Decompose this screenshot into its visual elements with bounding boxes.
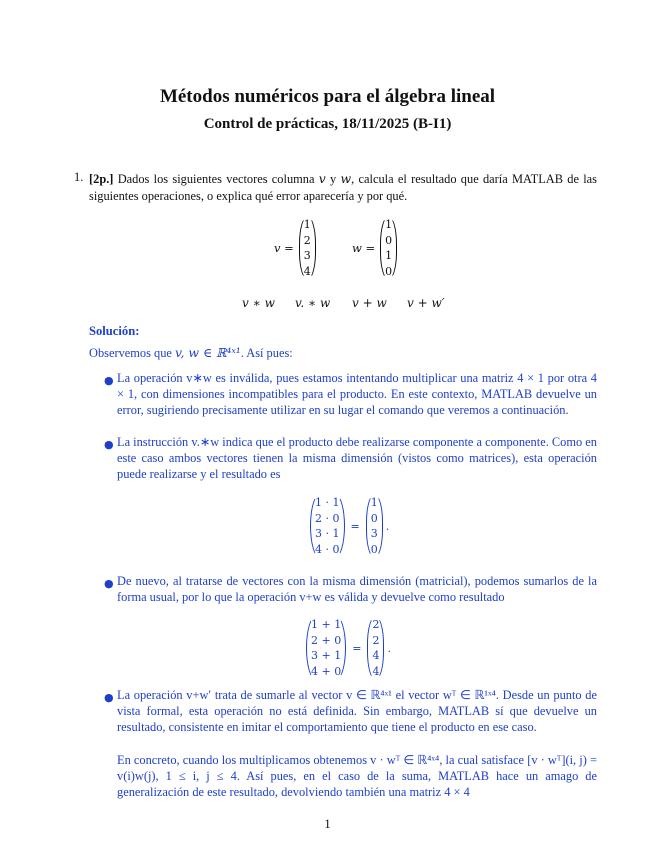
matrix-cell: 2 + 0 bbox=[311, 633, 342, 647]
result-equation-2 bbox=[310, 494, 389, 558]
solution-item-1: La operación v∗w es inválida, pues estamos intentando multiplicar una matriz 4 × 1 por otra 4 × 1, con dimensiones incompatibles para el producto. En este contexto, MATLAB devuelve un error, sugiriendo precisamente utilizar en su lugar el comando que veremos a continuación. bbox=[117, 371, 597, 417]
matrix-rhs bbox=[367, 616, 384, 680]
operation-item: v + w bbox=[352, 296, 387, 310]
question-text-part: y bbox=[325, 172, 341, 186]
matrix-cell: 4 bbox=[372, 664, 380, 678]
vector-v-body bbox=[299, 216, 316, 280]
matrix-cell: 4 bbox=[372, 649, 380, 662]
question-text-part: Dados los siguientes vectores columna bbox=[113, 172, 319, 186]
document-subtitle: Control de prácticas, 18/11/2025 (B-I1) bbox=[203, 116, 452, 132]
solution-item-4: La operación v+w′ trata de sumarle al vector v ∈ ℝ⁴ˣ¹ el vector wᵀ ∈ ℝ¹ˣ⁴. Desde un punto de vista formal, esta operación no está definida. Sin embargo, MATLAB sí que devuelve un resultado, consistente en imitar el comportamiento que tiene el producto en ese caso. bbox=[117, 688, 597, 734]
matrix-rhs bbox=[366, 494, 383, 558]
matrix-cell: 4 + 0 bbox=[311, 664, 342, 678]
matrix-cell: 1 bbox=[370, 496, 378, 509]
vector-w-body bbox=[380, 216, 397, 280]
vector-cell: 0 bbox=[385, 264, 393, 278]
period: . bbox=[387, 641, 391, 655]
vector-cell: 1 bbox=[303, 218, 311, 231]
question-points: [2p.] bbox=[89, 172, 114, 186]
matrix-cell: 4 · 0 bbox=[315, 542, 340, 556]
period: . bbox=[385, 519, 390, 533]
vector-cell: 1 bbox=[385, 249, 393, 262]
solution-heading: Solución: bbox=[89, 324, 140, 338]
solution-intro-math: v, w ∈ ℝ⁴ˣ¹ bbox=[175, 345, 241, 360]
solution-item-4-continued: En concreto, cuando los multiplicamos obtenemos v · wᵀ ∈ ℝ⁴ˣ⁴, la cual satisface [v · wᵀ](i, j) = v(i)w(j), 1 ≤ i, j ≤ 4. Así pues, en el caso de la suma, MATLAB hace un amago de generalización de este resultado, devolviendo también una matriz 4 × 4 bbox=[117, 753, 597, 799]
operation-item: v. ∗ w bbox=[295, 296, 331, 310]
matrix-cell: 0 bbox=[370, 542, 378, 556]
matrix-lhs bbox=[310, 494, 345, 558]
vector-v-label: v = bbox=[274, 241, 294, 255]
vector-cell: 2 bbox=[303, 233, 311, 247]
matrix-lhs bbox=[306, 616, 346, 680]
matrix-cell: 0 bbox=[370, 511, 378, 525]
bullet-icon: ● bbox=[104, 438, 114, 451]
document-title: Métodos numéricos para el álgebra lineal bbox=[159, 86, 496, 107]
vector-cell: 3 bbox=[303, 249, 311, 262]
solution-intro-text: Observemos que bbox=[89, 346, 176, 360]
bullet-icon: ● bbox=[104, 691, 114, 704]
solution-intro-text: . Así pues: bbox=[240, 346, 293, 360]
vector-v bbox=[274, 216, 316, 280]
operation-item: v + w′ bbox=[407, 296, 445, 310]
question-text bbox=[89, 170, 597, 205]
vector-cell: 4 bbox=[303, 264, 311, 278]
matrix-cell: 1 + 1 bbox=[311, 618, 342, 631]
vector-w bbox=[352, 216, 397, 280]
matrix-cell: 2 bbox=[372, 618, 380, 631]
page-number: 1 bbox=[324, 816, 331, 831]
equals-sign: = bbox=[352, 641, 362, 655]
vector-cell: 0 bbox=[385, 233, 393, 247]
var-w: w bbox=[340, 171, 352, 186]
var-v: v bbox=[318, 171, 326, 186]
vector-cell: 1 bbox=[385, 218, 393, 231]
matrix-cell: 2 · 0 bbox=[315, 511, 340, 525]
vector-w-label: w = bbox=[352, 241, 376, 255]
solution-item-3: De nuevo, al tratarse de vectores con la misma dimensión (matricial), podemos sumarlos de la forma usual, por lo que la operación v+w es válida y devuelve como resultado bbox=[117, 574, 597, 604]
matrix-cell: 3 bbox=[370, 527, 378, 540]
question-text-part: , calcula el resultado que daría MATLAB de las siguientes operaciones, o explica qué error aparecería y por qué. bbox=[89, 172, 597, 203]
solution-item-2: La instrucción v.∗w indica que el producto debe realizarse componente a componente. Como en este caso ambos vectores tienen la misma dimensión (vistos como matrices), esta operación puede realizarse y el resultado es bbox=[117, 435, 597, 481]
matrix-cell: 3 · 1 bbox=[315, 527, 340, 540]
matrix-cell: 3 + 1 bbox=[311, 649, 342, 662]
matrix-cell: 2 bbox=[372, 633, 380, 647]
result-equation-3 bbox=[306, 616, 391, 680]
bullet-icon: ● bbox=[104, 577, 114, 590]
operation-item: v ∗ w bbox=[242, 296, 275, 310]
solution-intro bbox=[89, 345, 293, 361]
question-number: 1. bbox=[74, 170, 84, 184]
equals-sign: = bbox=[350, 519, 360, 533]
bullet-icon: ● bbox=[104, 374, 114, 387]
matrix-cell: 1 · 1 bbox=[315, 496, 340, 509]
